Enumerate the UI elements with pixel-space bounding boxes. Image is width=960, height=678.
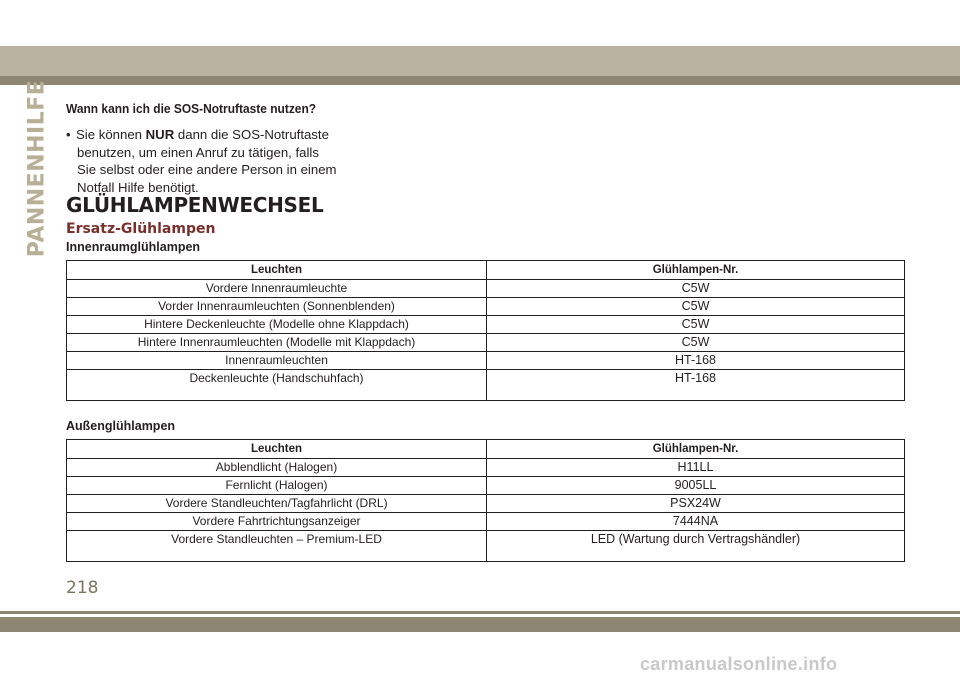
bullet-bold: NUR — [145, 127, 175, 142]
table-cell: Hintere Innenraumleuchten (Modelle mit Klappdach) — [67, 334, 487, 352]
bullet-line-1 — [76, 126, 329, 144]
table-row — [67, 531, 905, 562]
table-cell: Innenraumleuchten — [67, 352, 487, 370]
column-header: Glühlampen-Nr. — [487, 440, 905, 459]
table-header-row — [67, 261, 905, 280]
header-band — [0, 46, 960, 76]
table-cell: HT-168 — [487, 370, 905, 401]
table-cell: Hintere Deckenleuchte (Modelle ohne Klappdach) — [67, 316, 487, 334]
table-row — [67, 459, 905, 477]
sos-question-title: Wann kann ich die SOS-Notruftaste nutzen? — [66, 101, 317, 116]
bullet-prefix: Sie können — [76, 127, 146, 142]
subsection-heading: Ersatz-Glühlampen — [66, 221, 216, 237]
interior-bulb-table — [66, 260, 905, 401]
table-cell: C5W — [487, 316, 905, 334]
table-cell: C5W — [487, 334, 905, 352]
watermark: carmanualsonline.info — [640, 654, 838, 674]
table-cell: H11LL — [487, 459, 905, 477]
table-row — [67, 280, 905, 298]
table-header-row — [67, 440, 905, 459]
table-row — [67, 352, 905, 370]
exterior-table-title: Außenglühlampen — [66, 419, 176, 433]
bullet-line-2: benutzen, um einen Anruf zu tätigen, falls — [77, 144, 319, 160]
table-cell: Abblendlicht (Halogen) — [67, 459, 487, 477]
column-header: Leuchten — [67, 440, 487, 459]
bullet-line-3: Sie selbst oder eine andere Person in einem — [77, 162, 337, 177]
section-side-tab — [24, 79, 50, 257]
table-cell: Vordere Fahrtrichtungsanzeiger — [67, 513, 487, 531]
side-tab-label: PANNENHILFE — [24, 79, 50, 257]
header-band-line — [0, 76, 960, 85]
table-row — [67, 495, 905, 513]
table-row — [67, 316, 905, 334]
table-cell: HT-168 — [487, 352, 905, 370]
interior-table-title: Innenraumglühlampen — [66, 240, 201, 254]
table-cell: Fernlicht (Halogen) — [67, 477, 487, 495]
table-cell: Deckenleuchte (Handschuhfach) — [67, 370, 487, 401]
column-header: Leuchten — [67, 261, 487, 280]
table-row — [67, 334, 905, 352]
table-cell: 7444NA — [487, 513, 905, 531]
table-row — [67, 477, 905, 495]
bullet-line-4: Notfall Hilfe benötigt. — [77, 179, 199, 195]
table-row — [67, 370, 905, 401]
bullet-dot: • — [66, 127, 71, 142]
sos-bullet — [66, 126, 356, 196]
table-row — [67, 298, 905, 316]
table-cell: Vorder Innenraumleuchten (Sonnenblenden) — [67, 298, 487, 316]
table-row — [67, 513, 905, 531]
footer-band — [0, 617, 960, 632]
table-cell: LED (Wartung durch Vertragshändler) — [487, 531, 905, 562]
column-header: Glühlampen-Nr. — [487, 261, 905, 280]
table-cell: C5W — [487, 280, 905, 298]
footer-band-line — [0, 611, 960, 614]
table-cell: Vordere Innenraumleuchte — [67, 280, 487, 298]
exterior-bulb-table — [66, 439, 905, 562]
table-cell: C5W — [487, 298, 905, 316]
table-cell: 9005LL — [487, 477, 905, 495]
bullet-rest: dann die SOS-Notruftaste — [174, 127, 329, 142]
section-heading: GLÜHLAMPENWECHSEL — [66, 193, 324, 217]
table-cell: Vordere Standleuchten/Tagfahrlicht (DRL) — [67, 495, 487, 513]
table-cell: PSX24W — [487, 495, 905, 513]
table-cell: Vordere Standleuchten – Premium-LED — [67, 531, 487, 562]
page-number: 218 — [66, 578, 99, 598]
